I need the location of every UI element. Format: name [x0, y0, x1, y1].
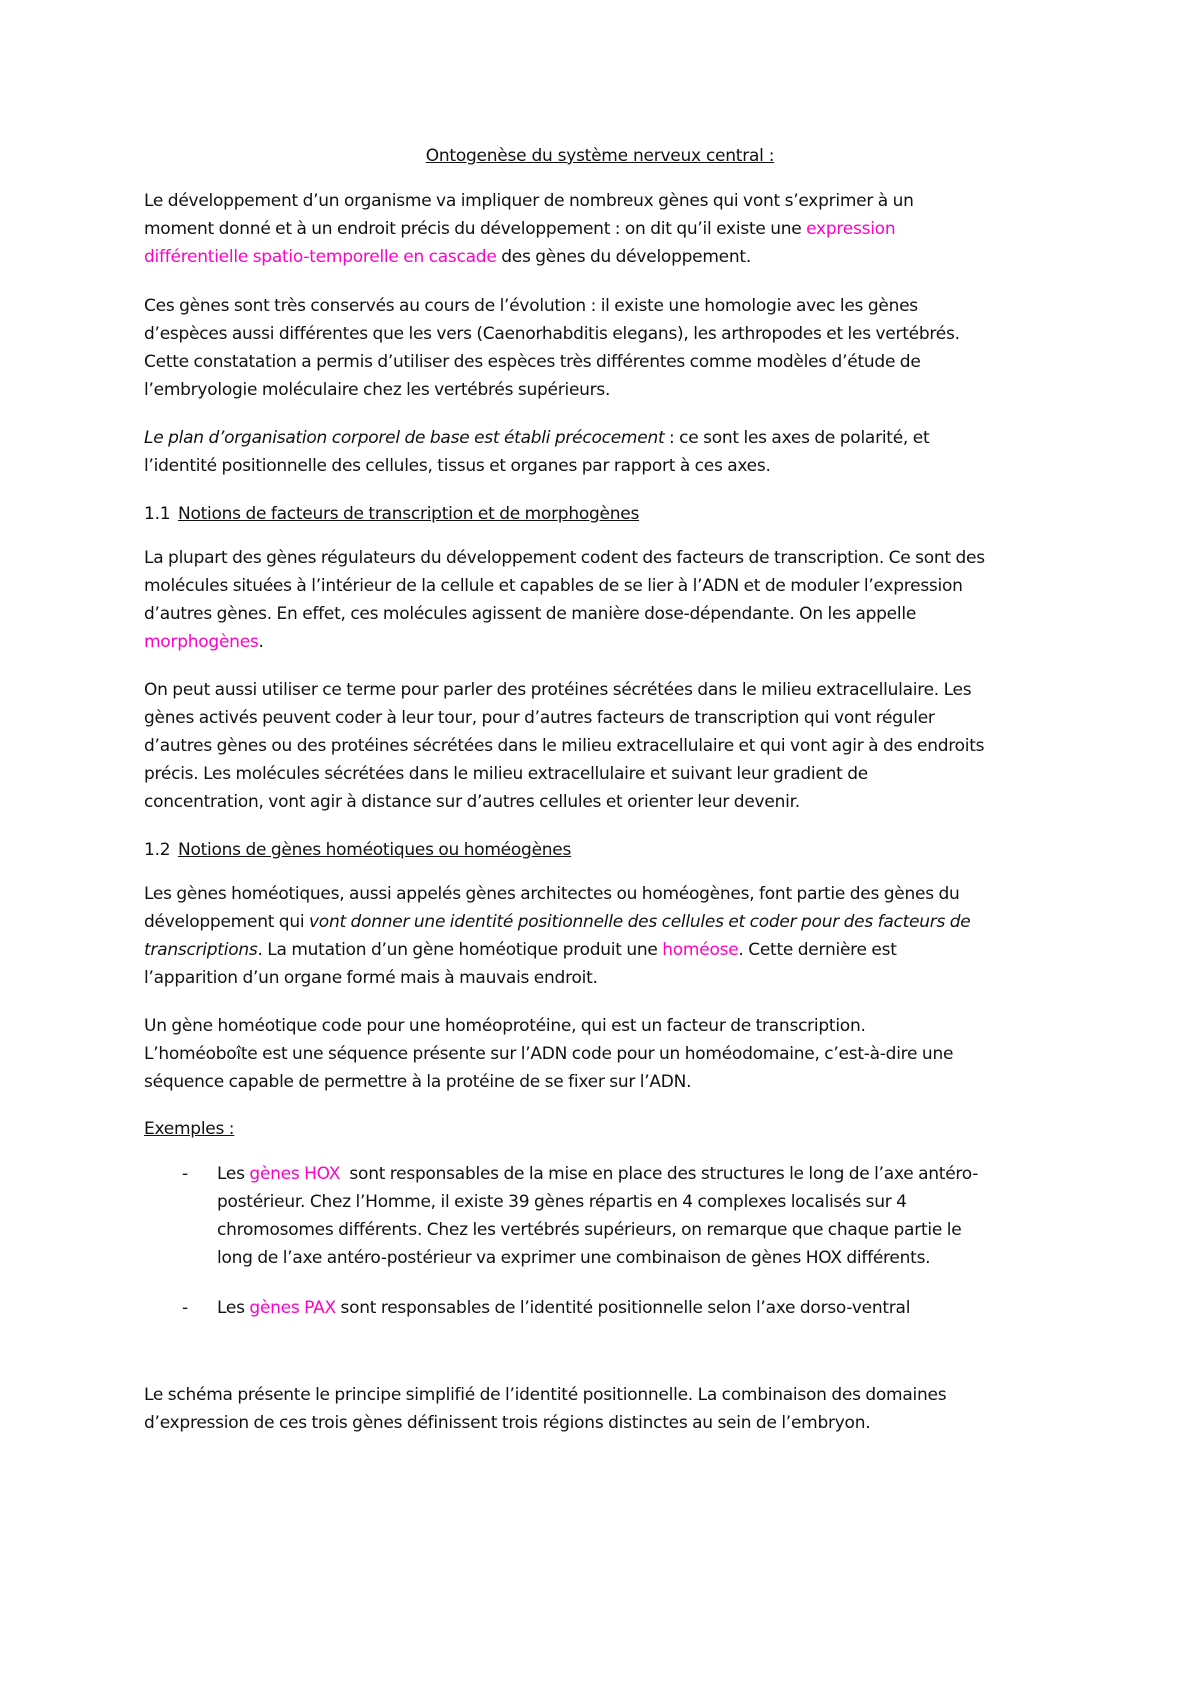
highlighted-term: différentielle spatio-temporelle en cascade [144, 247, 497, 267]
paragraph-secreted-proteins [144, 676, 1044, 816]
paragraph-homeotic-genes [144, 880, 1044, 992]
italic-text: Le plan d’organisation corporel de base est établi précocement [144, 428, 665, 448]
paragraph-morphogens [144, 544, 1044, 656]
text-line: postérieur. Chez l’Homme, il existe 39 gènes répartis en 4 complexes localisés sur 4 [217, 1192, 907, 1212]
text-line [217, 1160, 1047, 1188]
text-run: moment donné et à un endroit précis du développement : on dit qu’il existe une [144, 219, 807, 239]
italic-text: vont donner une identité positionnelle des cellules et coder pour des facteurs de [309, 912, 971, 932]
text-line: Le schéma présente le principe simplifié de l’identité positionnelle. La combinaison des domaines [144, 1385, 947, 1405]
section-heading-1-2 [144, 836, 1044, 864]
text-line: précis. Les molécules sécrétées dans le milieu extracellulaire et suivant leur gradient de [144, 764, 868, 784]
bullet-marker: - [182, 1298, 189, 1318]
text-line: d’espèces aussi différentes que les vers (Caenorhabditis elegans), les arthropodes et les vertébrés. [144, 324, 960, 344]
section-heading-1-1 [144, 500, 1044, 528]
text-run: : ce sont les axes de polarité, et [664, 428, 930, 448]
paragraph-schema [144, 1381, 1044, 1437]
italic-text: transcriptions [144, 940, 258, 960]
paragraph-body-plan [144, 424, 1044, 480]
examples-heading [144, 1115, 1044, 1143]
paragraph-intro [144, 187, 1044, 271]
text-line: long de l’axe antéro-postérieur va exprimer une combinaison de gènes HOX différents. [217, 1248, 931, 1268]
highlighted-term: gènes PAX [249, 1298, 336, 1318]
text-line: concentration, vont agir à distance sur d’autres cellules et orienter leur devenir. [144, 792, 800, 812]
text-line: d’autres gènes ou des protéines sécrétées dans le milieu extracellulaire et qui vont agir à des endroits [144, 736, 985, 756]
text-line [144, 243, 1044, 271]
text-line [144, 628, 1044, 656]
section-title: Notions de facteurs de transcription et de morphogènes [178, 504, 640, 524]
text-line: d’expression de ces trois gènes définissent trois régions distinctes au sein de l’embryon. [144, 1413, 871, 1433]
highlighted-term: expression [806, 219, 896, 239]
text-line: l’embryologie moléculaire chez les vertébrés supérieurs. [144, 380, 611, 400]
text-line: gènes activés peuvent coder à leur tour, pour d’autres facteurs de transcription qui vont réguler [144, 708, 935, 728]
text-line [144, 908, 1044, 936]
text-line [144, 215, 1044, 243]
text-run: développement qui [144, 912, 309, 932]
highlighted-term: morphogènes [144, 632, 259, 652]
text-run: Les [217, 1164, 250, 1184]
text-run: . Cette dernière est [738, 940, 897, 960]
text-line [144, 936, 1044, 964]
text-line: séquence capable de permettre à la protéine de se fixer sur l’ADN. [144, 1072, 692, 1092]
text-line: Les gènes homéotiques, aussi appelés gènes architectes ou homéogènes, font partie des gènes du [144, 884, 960, 904]
text-run: des gènes du développement. [496, 247, 751, 267]
text-run: . La mutation d’un gène homéotique produit une [257, 940, 663, 960]
text-run: sont responsables de la mise en place des structures le long de l’axe antéro- [340, 1164, 979, 1184]
text-line: La plupart des gènes régulateurs du développement codent des facteurs de transcription. Ce sont des [144, 548, 985, 568]
text-line: d’autres gènes. En effet, ces molécules agissent de manière dose-dépendante. On les appelle [144, 604, 917, 624]
heading-line [144, 500, 1044, 528]
text-line: molécules situées à l’intérieur de la cellule et capables de se lier à l’ADN et de moduler l’expression [144, 576, 963, 596]
text-line: Cette constatation a permis d’utiliser des espèces très différentes comme modèles d’étude de [144, 352, 921, 372]
text-line [144, 424, 1044, 452]
text-line [217, 1294, 1047, 1322]
heading-line [144, 836, 1044, 864]
text-line: l’apparition d’un organe formé mais à mauvais endroit. [144, 968, 598, 988]
document-title: Ontogenèse du système nerveux central : [425, 146, 775, 166]
text-line: Un gène homéotique code pour une homéoprotéine, qui est un facteur de transcription. [144, 1016, 866, 1036]
text-line: L’homéoboîte est une séquence présente sur l’ADN code pour un homéodomaine, c’est-à-dire une [144, 1044, 954, 1064]
text-line: On peut aussi utiliser ce terme pour parler des protéines sécrétées dans le milieu extracellulaire. Les [144, 680, 972, 700]
text-run: Les [217, 1298, 250, 1318]
text-line: chromosomes différents. Chez les vertébrés supérieurs, on remarque que chaque partie le [217, 1220, 962, 1240]
paragraph-conservation [144, 292, 1044, 404]
text-line: Le développement d’un organisme va impliquer de nombreux gènes qui vont s’exprimer à un [144, 191, 914, 211]
bullet-pax [217, 1294, 1047, 1322]
text-run: sont responsables de l’identité positionnelle selon l’axe dorso-ventral [335, 1298, 911, 1318]
text-line: Ces gènes sont très conservés au cours de l’évolution : il existe une homologie avec les gènes [144, 296, 918, 316]
bullet-hox [217, 1160, 1047, 1272]
bullet-marker: - [182, 1164, 189, 1184]
section-number: 1.2 [144, 840, 171, 860]
highlighted-term: homéose [662, 940, 739, 960]
paragraph-homeoprotein [144, 1012, 1044, 1096]
text-run: . [258, 632, 264, 652]
highlighted-term: gènes HOX [249, 1164, 341, 1184]
text-line: l’identité positionnelle des cellules, tissus et organes par rapport à ces axes. [144, 456, 771, 476]
examples-heading-text: Exemples : [144, 1119, 235, 1139]
section-number: 1.1 [144, 504, 171, 524]
section-title: Notions de gènes homéotiques ou homéogènes [178, 840, 572, 860]
